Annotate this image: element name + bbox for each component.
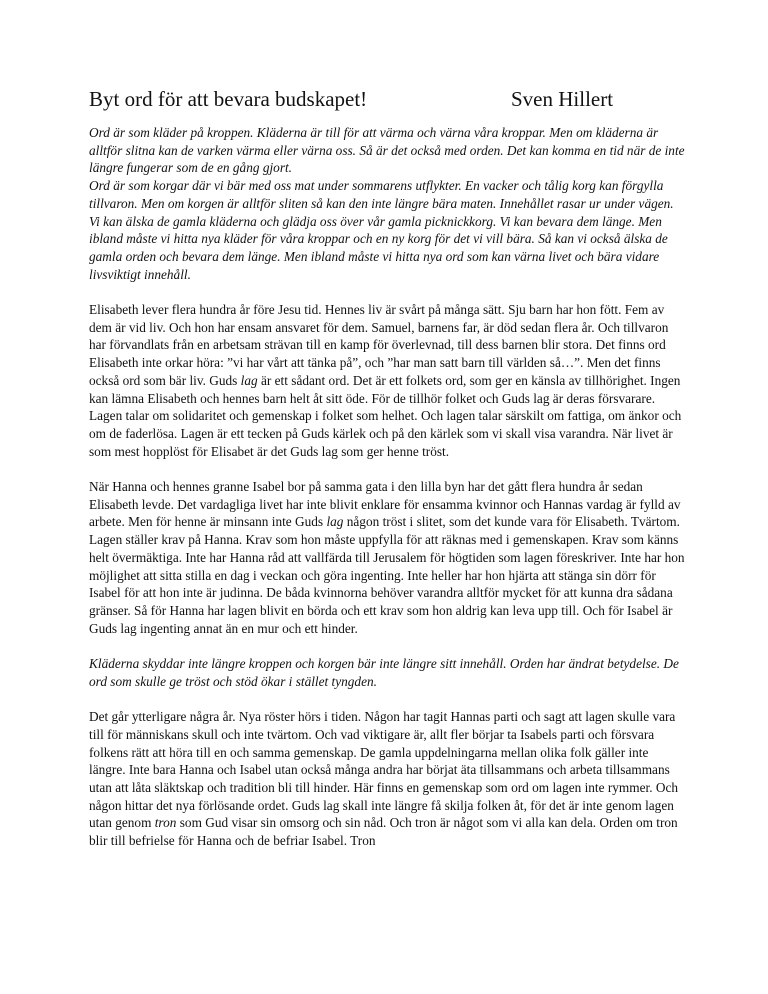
paragraph-hanna-isabel [89,478,685,637]
document-title: Byt ord för att bevara budskapet! [89,87,368,111]
emphasis-word: lag [240,372,258,388]
paragraph-text: någon tröst i slitet, som det kunde vara för Elisabeth. Tvärtom. Lagen ställer krav på Hanna. Krav som hon måste uppfylla för att räknas med i gemenskapen. Krav som känns helt övermäktiga. Inte har Hanna råd att vallfärda till Jerusalem för högtiden som lagen föreskriver. Inte har hon möjlighet att sitta stilla en dag i veckan och göra ingenting. Inte heller har hon hjärta att stänga sin dörr för Isabel för att hon inte är judinna. De båda kvinnorna behöver varandra alltför mycket för att kunna dra sådana gränser. Så för Hanna har lagen blivit en börda och ett krav som hon aldrig kan leva upp till. Och för Isabel är Guds lag ingenting annat än en mur och ett hinder. [89,514,685,636]
paragraph-new-voices [89,708,685,850]
paragraph-italic-reflection: Kläderna skyddar inte längre kroppen och korgen bär inte längre sitt innehåll. Orden har ändrat betydelse. De ord som skulle ge tröst och stöd ökar i stället tyngden. [89,656,679,689]
paragraph-text: Elisabeth lever flera hundra år före Jesu tid. Hennes liv är svårt på många sätt. Sju barn har hon fött. Fem av dem är vid liv. Och hon har ensam ansvaret för dem. Samuel, barnens far, är död sedan flera år. Och tillvaron har förvandlats från en arbetsam strävan till en kamp för överlevnad, till dess barnen blir stora. Det finns ord Elisabeth inte orkar höra: ”vi har vårt att tänka på”, och ”har man satt barn till världen så…”. Men det finns också ord som bär liv. Guds [89,302,669,388]
paragraph-elisabeth [89,301,685,460]
paragraph-text: som Gud visar sin omsorg och sin nåd. Och tron är något som vi alla kan dela. Orden om tron blir till befrielse för Hanna och de befriar Isabel. Tron [89,815,678,849]
intro-paragraph-clothes: Ord är som kläder på kroppen. Kläderna är till för att värma och värna våra kroppar. Men om kläderna är alltför slitna kan de varken värma eller värna oss. Så är det också med orden. Det kan komma en tid när de inte längre fungerar som de en gång gjort. [89,125,685,176]
author-name: Sven Hillert [511,87,614,111]
paragraph-text: När Hanna och hennes granne Isabel bor på samma gata i den lilla byn har det gått flera hundra år sedan Elisabeth levde. Det vardagliga livet har inte blivit enklare för ensamma kvinnor och Hannas vardag är fylld av arbete. Men för henne är minsann inte Guds [89,479,681,530]
document-body [89,124,685,850]
paragraph-text: Det går ytterligare några år. Nya röster hörs i tiden. Någon har tagit Hannas parti och sagt att lagen skulle vara till för människans skull och inte tvärtom. Och vad viktigare är, allt fler börjar ta Isabels parti och försvara folkens rätt att höra till en och samma gemenskap. De gamla uppdelningarna mellan olika folk gäller inte längre. Inte bara Hanna och Isabel utan också många andra har börjat äta tillsammans och arbeta tillsammans utan att låta släktskap och tradition bli till hinder. Här finns en gemenskap som ord om lagen inte rymmer. Och någon hittar det nya förlösande ordet. Guds lag skall inte längre få skilja folken åt, för det är inte genom lagen utan genom [89,709,678,831]
emphasis-word: lag [326,514,344,530]
document-header [89,86,685,112]
intro-paragraph-words: Vi kan älska de gamla kläderna och glädja oss över vår gamla picknickkorg. Vi kan bevara dem länge. Men ibland måste vi hitta nya kläder för våra kroppar och en ny korg för det vi vill bära. Så kan vi också älska de gamla orden och bevara dem länge. Men ibland måste vi hitta nya ord som kan värna livet och bära vidare livsviktigt innehåll. [89,213,668,282]
intro-paragraph-baskets: Ord är som korgar där vi bär med oss mat under sommarens utflykter. En vacker och tålig korg kan förgylla tillvaron. Men om korgen är alltför sliten så kan den inte längre bära maten. Innehållet rasar ur under vägen. [89,178,674,211]
paragraph-text: är ett sådant ord. Det är ett folkets ord, som ger en känsla av tillhörighet. Ingen kan lämna Elisabeth och hennes barn helt åt sitt öde. För de tillhör folket och Guds lag är deras försvarare. Lagen talar om solidaritet och gemenskap i folket som helhet. Och lagen talar särskilt om fattiga, om änkor och om de faderlösa. Lagen är ett tecken på Guds kärlek och på den kärlek som vi skall visa varandra. När livet är som mest hopplöst för Elisabet är det Guds lag som ger henne tröst. [89,372,682,459]
emphasis-word: tron [154,815,177,831]
